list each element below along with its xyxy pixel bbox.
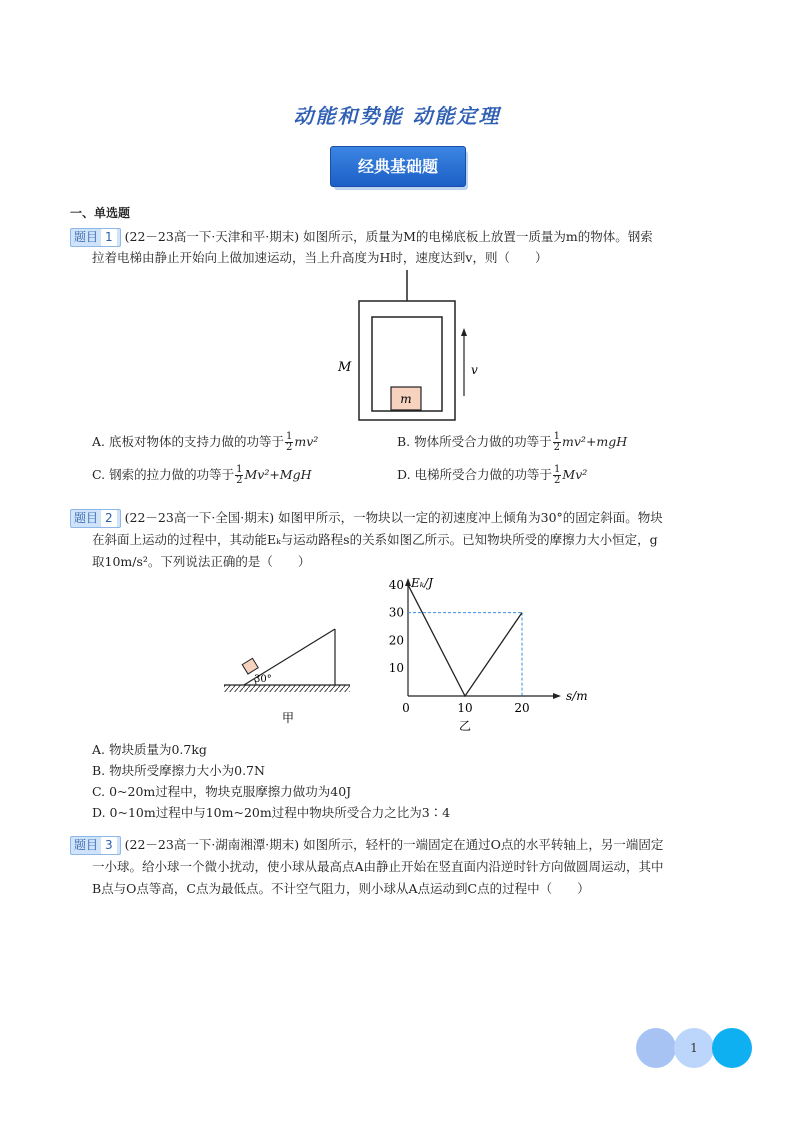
fraction: $\frac{1}{2}$ (285, 431, 293, 453)
q1-option-a: A. 底板对物体的支持力做的功等于 $\frac{1}{2}$ mv² (92, 431, 319, 453)
question-number: 3 (101, 837, 117, 854)
badge-label: 经典基础题 (330, 146, 466, 187)
section-heading: 一、单选题 (70, 206, 131, 220)
question-number: 2 (101, 510, 117, 527)
x-axis-arrow-icon (553, 693, 561, 699)
q1-option-d: D. 电梯所受合力做的功等于 $\frac{1}{2}$ Mv² (397, 464, 588, 486)
q2-option-a: A. 物块质量为0.7kg (92, 742, 207, 757)
fraction: $\frac{1}{2}$ (236, 464, 243, 486)
q3-text-1: (22－23高一下·湖南湘潭·期末) 如图所示，轻杆的一端固定在通过O点的水平转轴上，另一端固定 (124, 837, 664, 852)
y-axis-label: Eₖ/J (411, 576, 433, 590)
q2-option-c: C. 0~20m过程中，物块克服摩擦力做功为40J (92, 784, 352, 799)
question-tag: 题目 2 (70, 509, 121, 528)
q3-line-3: B点与O点等高，C点为最低点。不计空气阻力，则小球从A点运动到C点的过程中（ ） (92, 881, 590, 896)
ek-s-chart (370, 570, 610, 738)
page-circle-right (712, 1028, 752, 1068)
y-tick-label: 10 (388, 661, 404, 676)
fraction: $\frac{1}{2}$ (553, 431, 561, 453)
elevator-figure (330, 268, 490, 428)
q2-line-3: 取10m/s²。下列说法正确的是（ ） (92, 554, 311, 569)
q1-line-1 (70, 225, 653, 248)
x-tick-label: 0 (402, 701, 410, 715)
x-axis-label: s/m (566, 689, 588, 703)
q1-text-1: (22－23高一下·天津和平·期末) 如图所示，质量为M的电梯底板上放置一质量为m的物体。钢索 (124, 229, 653, 244)
label-m: m (400, 392, 412, 406)
page-number-badge (636, 1028, 752, 1068)
angle-label: 30° (254, 674, 272, 685)
label-M: M (338, 360, 352, 375)
ek-series-line (408, 585, 522, 696)
block-on-incline (242, 658, 258, 674)
q1-option-c: C. 钢索的拉力做的功等于 $\frac{1}{2}$ Mv²+MgH (92, 464, 312, 486)
q1-line-2: 拉着电梯由静止开始向上做加速运动，当上升高度为H时，速度达到v，则（ ） (92, 250, 548, 265)
y-tick-label: 20 (388, 633, 404, 648)
y-tick-label: 40 (388, 577, 404, 592)
q3-line-1 (70, 833, 663, 856)
q2-text-1: (22－23高一下·全国·期末) 如图甲所示，一物块以一定的初速度冲上倾角为30°的固定斜面。物块 (124, 510, 663, 525)
category-badge (330, 146, 468, 190)
question-tag: 题目 1 (70, 228, 121, 247)
page-title: 动能和势能 动能定理 (293, 104, 501, 128)
q2-option-d: D. 0~10m过程中与10m~20m过程中物块所受合力之比为3∶4 (92, 805, 451, 820)
ground-hatch (224, 685, 350, 692)
page-number: 1 (690, 1041, 698, 1055)
question-tag: 题目 3 (70, 836, 121, 855)
y-tick-label: 30 (388, 605, 404, 620)
caption-yi: 乙 (458, 719, 472, 733)
incline-figure (218, 622, 358, 732)
fraction: $\frac{1}{2}$ (554, 464, 561, 486)
question-number: 1 (101, 229, 117, 246)
label-v: v (471, 363, 478, 377)
x-tick-label: 10 (457, 701, 473, 715)
q2-line-1 (70, 506, 663, 529)
q3-line-2: 一小球。给小球一个微小扰动，使小球从最高点A由静止开始在竖直面内沿逆时针方向做圆周运动，其中 (92, 859, 664, 874)
q2-line-2: 在斜面上运动的过程中，其动能Eₖ与运动路程s的关系如图乙所示。已知物块所受的摩擦力大小恒定，g (92, 532, 658, 547)
caption-jia: 甲 (281, 711, 295, 725)
x-tick-label: 20 (514, 701, 530, 715)
q2-option-b: B. 物块所受摩擦力大小为0.7N (92, 763, 265, 778)
q1-option-b: B. 物体所受合力做的功等于 $\frac{1}{2}$ mv²+mgH (397, 431, 628, 453)
arrow-head-icon (461, 328, 467, 336)
page-circle-left (636, 1028, 676, 1068)
